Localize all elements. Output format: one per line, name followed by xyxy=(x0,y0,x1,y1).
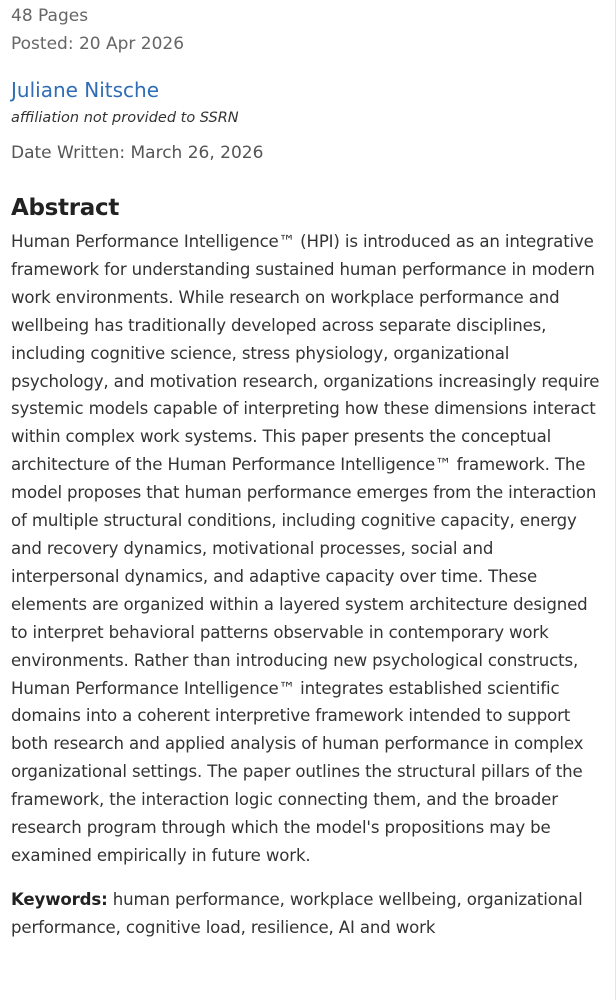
date-written: Date Written: March 26, 2026 xyxy=(11,143,264,163)
keywords-value: human performance, workplace wellbeing, organizational performance, cognitive load, resilience, AI and work xyxy=(11,889,583,937)
abstract-heading: Abstract xyxy=(11,195,120,221)
keywords xyxy=(11,886,603,942)
author-link[interactable]: Juliane Nitsche xyxy=(11,78,160,102)
author-affiliation: affiliation not provided to SSRN xyxy=(11,110,239,126)
posted-date: Posted: 20 Apr 2026 xyxy=(11,34,185,54)
page-count: 48 Pages xyxy=(11,6,89,26)
keywords-label: Keywords: xyxy=(11,889,108,909)
abstract-text: Human Performance Intelligence™ (HPI) is introduced as an integrative framework for understanding sustained human performance in modern work environments. While research on workplace performance and wellbeing has traditionally developed across separate disciplines, including cognitive science, stress physiology, organizational psychology, and motivation research, organizations increasingly require systemic models capable of interpreting how these dimensions interact within complex work systems. This paper presents the conceptual architecture of the Human Performance Intelligence™ framework. The model proposes that human performance emerges from the interaction of multiple structural conditions, including cognitive capacity, energy and recovery dynamics, motivational processes, social and interpersonal dynamics, and adaptive capacity over time. These elements are organized within a layered system architecture designed to interpret behavioral patterns observable in contemporary work environments. Rather than introducing new psychological constructs, Human Performance Intelligence™ integrates established scientific domains into a coherent interpretive framework intended to support both research and applied analysis of human performance in complex organizational settings. The paper outlines the structural pillars of the framework, the interaction logic connecting them, and the broader research program through which the model's propositions may be examined empirically in future work. xyxy=(11,232,600,865)
